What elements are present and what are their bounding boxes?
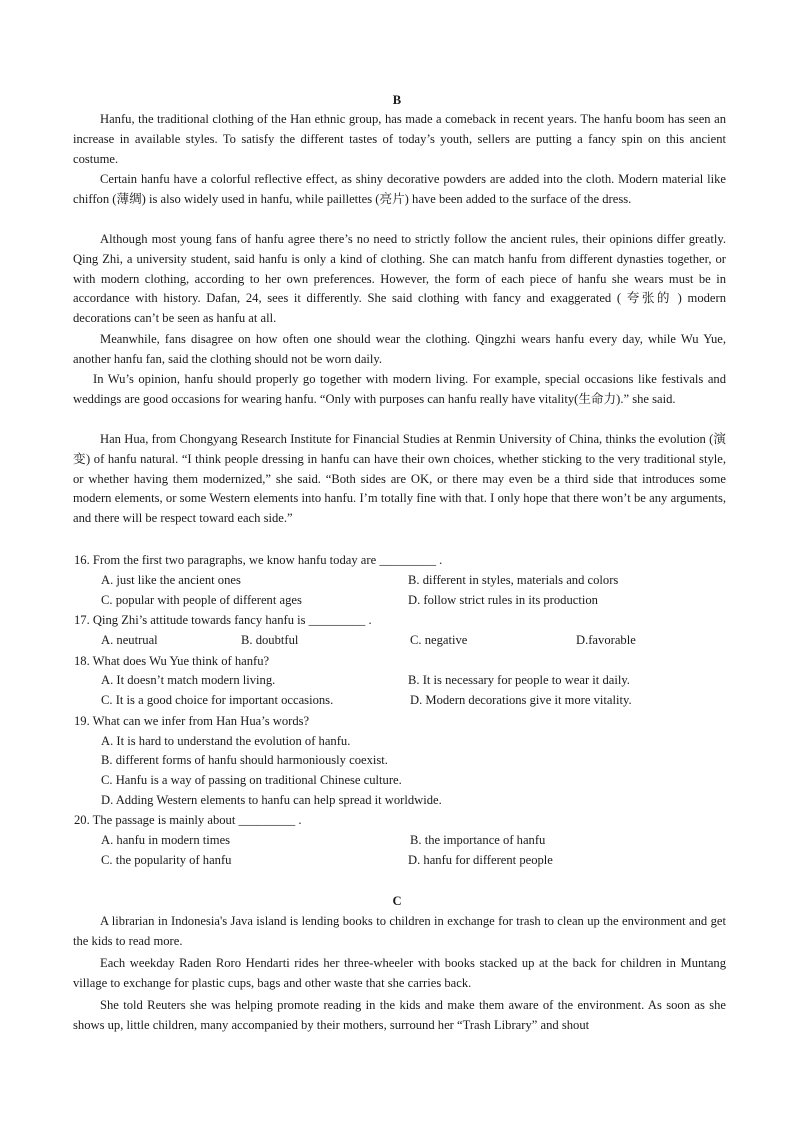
- question-16-option-c[interactable]: C. popular with people of different ages: [101, 593, 302, 607]
- question-19-option-a[interactable]: A. It is hard to understand the evolution of hanfu.: [101, 734, 351, 748]
- question-19-stem: 19. What can we infer from Han Hua’s words?: [74, 714, 310, 728]
- question-17-option-d[interactable]: D.favorable: [576, 633, 636, 647]
- section-c-paragraph-2: Each weekday Raden Roro Hendarti rides her three-wheeler with books stacked up at the back for children in Muntang village to exchange for plastic cups, bags and other waste that she carries back.: [73, 956, 726, 990]
- question-20-option-a[interactable]: A. hanfu in modern times: [101, 833, 231, 847]
- question-17-stem: 17. Qing Zhi’s attitude towards fancy hanfu is _________ .: [74, 613, 372, 627]
- question-16-stem: 16. From the first two paragraphs, we know hanfu today are _________ .: [74, 553, 443, 567]
- question-17-option-c[interactable]: C. negative: [410, 633, 468, 647]
- question-20-stem: 20. The passage is mainly about _________ .: [74, 813, 302, 827]
- question-18-option-a[interactable]: A. It doesn’t match modern living.: [101, 673, 276, 687]
- question-17-option-a[interactable]: A. neutrual: [101, 633, 158, 647]
- question-18-option-d[interactable]: D. Modern decorations give it more vitality.: [410, 693, 632, 707]
- section-b-paragraph-5: In Wu’s opinion, hanfu should properly go together with modern living. For example, special occasions like festivals and weddings are good occasions for wearing hanfu. “Only with purposes can hanfu really have vitality(生命力).” she said.: [73, 372, 726, 406]
- question-18-option-c[interactable]: C. It is a good choice for important occasions.: [101, 693, 334, 707]
- section-b-paragraph-6: Han Hua, from Chongyang Research Institute for Financial Studies at Renmin University of China, thinks the evolution (演变) of hanfu natural. “I think people dressing in hanfu can have their own choices, whether sticking to the very traditional style, or whether having them modernized,” she said. “Both sides are OK, or there may even be a third side that introduces some modern elements, or some Western elements into hanfu. I’m totally fine with that. I only hope that there won’t be any arguments, and there will be respect toward each side.”: [73, 432, 726, 526]
- question-19-option-d[interactable]: D. Adding Western elements to hanfu can help spread it worldwide.: [101, 793, 442, 807]
- question-18-stem: 18. What does Wu Yue think of hanfu?: [74, 654, 270, 668]
- section-b-paragraph-1: Hanfu, the traditional clothing of the Han ethnic group, has made a comeback in recent years. The hanfu boom has seen an increase in available styles. To satisfy the different tastes of today’s youth, sellers are putting a fancy spin on this ancient costume.: [73, 112, 726, 166]
- question-19-option-b[interactable]: B. different forms of hanfu should harmoniously coexist.: [101, 753, 388, 767]
- question-16-option-b[interactable]: B. different in styles, materials and colors: [408, 573, 619, 587]
- section-c-paragraph-3: She told Reuters she was helping promote reading in the kids and make them aware of the environment. As soon as she shows up, little children, many accompanied by their mothers, surround her “Trash Library” and shout: [73, 998, 726, 1032]
- question-17-option-b[interactable]: B. doubtful: [241, 633, 299, 647]
- section-b-paragraph-2: Certain hanfu have a colorful reflective effect, as shiny decorative powders are added into the cloth. Modern material like chiffon (薄绸) is also widely used in hanfu, while paillettes (亮片) have been added to the surface of the dress.: [73, 172, 726, 206]
- question-16-option-a[interactable]: A. just like the ancient ones: [101, 573, 241, 587]
- question-19-option-c[interactable]: C. Hanfu is a way of passing on traditional Chinese culture.: [101, 773, 402, 787]
- section-b-heading: B: [392, 93, 402, 107]
- question-20-option-c[interactable]: C. the popularity of hanfu: [101, 853, 232, 867]
- section-c-paragraph-1: A librarian in Indonesia's Java island is lending books to children in exchange for trash to clean up the environment and get the kids to read more.: [73, 914, 726, 948]
- section-b-paragraph-3: Although most young fans of hanfu agree there’s no need to strictly follow the ancient rules, their opinions differ greatly. Qing Zhi, a university student, said hanfu is only a kind of clothing. She can match hanfu from different dynasties together, or with modern clothing, according to her own preferences. However, the form of each piece of hanfu she wears must be in accordance with history. Dafan, 24, sees it differently. She said clothing with fancy and exaggerated ( 夸张的 ) modern decorations can’t be seen as hanfu at all.: [73, 232, 726, 326]
- question-16-option-d[interactable]: D. follow strict rules in its production: [408, 593, 598, 607]
- question-20-option-b[interactable]: B. the importance of hanfu: [410, 833, 546, 847]
- section-c-heading: C: [392, 894, 402, 908]
- question-20-option-d[interactable]: D. hanfu for different people: [408, 853, 553, 867]
- section-b-paragraph-4: Meanwhile, fans disagree on how often one should wear the clothing. Qingzhi wears hanfu every day, while Wu Yue, another hanfu fan, said the clothing should not be worn daily.: [73, 332, 726, 366]
- question-18-option-b[interactable]: B. It is necessary for people to wear it daily.: [408, 673, 630, 687]
